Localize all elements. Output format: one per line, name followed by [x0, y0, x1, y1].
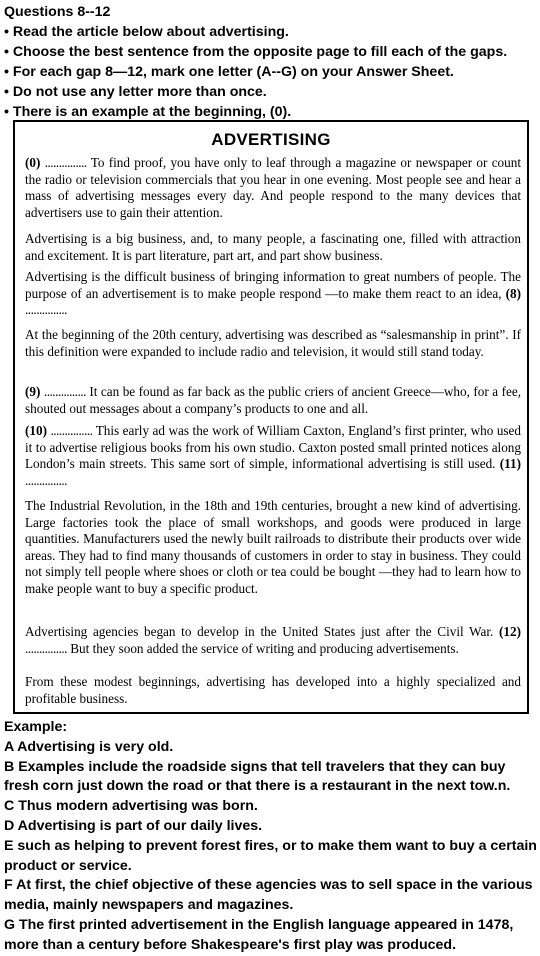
- instruction-example: • There is an example at the beginning, (0).: [4, 104, 292, 120]
- option-a: A Advertising is very old.: [4, 738, 174, 755]
- option-c: C Thus modern advertising was born.: [4, 798, 258, 815]
- option-e: E such as helping to prevent forest fires, or to make them want to buy a certain product or service.: [4, 837, 537, 874]
- options-list: [4, 718, 538, 956]
- option-b: B Examples include the roadside signs that tell travelers that they can buy fresh corn just down the road or that there is a restaurant in the next tow.n.: [4, 758, 511, 795]
- option-d: D Advertising is part of our daily lives.: [4, 817, 263, 834]
- article-paragraph-2: Advertising is a big business, and, to many people, a fascinating one, filled with attraction and excitement. It is part literature, part art, and part show business.: [25, 231, 521, 263]
- gap-8-blank[interactable]: ...............: [25, 302, 67, 317]
- gap-11-blank[interactable]: ...............: [25, 472, 67, 488]
- gap-10-blank[interactable]: ...............: [50, 423, 93, 438]
- gap-9-blank[interactable]: ...............: [43, 384, 86, 399]
- option-f: F At first, the chief objective of these agencies was to sell space in the various media, mainly newspapers and magazines.: [4, 877, 533, 914]
- article-paragraph-3: Advertising is the difficult business of bringing information to great numbers of people. The purpose of an advertisement is to make people respond —to make them react to an idea, (8) ...............: [25, 269, 521, 317]
- article-paragraph-9: From these modest beginnings, advertising has developed into a highly specialized and profitable business.: [25, 674, 521, 706]
- example-label: Example:: [4, 719, 68, 735]
- instruction-choose: • Choose the best sentence from the opposite page to fill each of the gaps.: [4, 44, 508, 60]
- gap-8-label: (8): [505, 285, 521, 301]
- gap-12-label: (12): [499, 624, 521, 639]
- instruction-read: • Read the article below about advertising.: [4, 24, 289, 40]
- option-g: G The first printed advertisement in the English language appeared in 1478, more than a century before Shakespeare's first play was produced.: [4, 916, 514, 953]
- article-paragraph-5: (9) ............... It can be found as far back as the public criers of ancient Greece—who, for a fee, shouted out messages about a company’s products to one and all.: [25, 384, 522, 416]
- gap-10-label: (10): [25, 423, 47, 438]
- article-paragraph-6: (10) ............... This early ad was the work of William Caxton, England’s first printer, who used it to advertise religious books from his own studio. Caxton posted small printed notices along London’s main streets. This same sort of simple, informational advertising is still used. (11) ...............: [25, 423, 521, 488]
- gap-0-blank[interactable]: ...............: [44, 155, 87, 170]
- gap-9-label: (9): [25, 384, 41, 399]
- questions-title: Questions 8--12: [4, 4, 111, 20]
- gap-12-blank[interactable]: ...............: [25, 640, 67, 656]
- article-paragraph-4: At the beginning of the 20th century, advertising was described as “salesmanship in print”. If this definition were expanded to include radio and television, it would still stand today.: [25, 327, 521, 359]
- article-paragraph-8: Advertising agencies began to develop in the United States just after the Civil War. (12) ............... But they soon added the service of writing and producing advertisements.: [25, 624, 521, 656]
- article-box: [13, 120, 529, 714]
- gap-0-label: (0): [25, 155, 41, 170]
- article-paragraph-7: The Industrial Revolution, in the 18th and 19th centuries, brought a new kind of advertising. Large factories took the place of small workshops, and goods were produced in large quantities. Manufacturers used the newly built railroads to distribute their products over wide areas. They had to find many thousands of customers in order to stay in business. They could not simply tell people where shoes or cloth or tea could be bought —they had to learn how to make people want to buy a specific product.: [25, 498, 521, 596]
- gap-11-label: (11): [499, 456, 521, 471]
- instructions-header: [4, 2, 536, 122]
- instruction-once: • Do not use any letter more than once.: [4, 84, 267, 100]
- article-paragraph-1: (0) ............... To find proof, you have only to leaf through a magazine or newspaper or count the radio or television commercials that you hear in one evening. Most people see and hear a mass of advertising messages every day. And people respond to the many devices that advertisers use to gain their attention.: [25, 155, 522, 220]
- article-title: ADVERTISING: [211, 130, 331, 149]
- instruction-mark: • For each gap 8—12, mark one letter (A--G) on your Answer Sheet.: [4, 64, 454, 80]
